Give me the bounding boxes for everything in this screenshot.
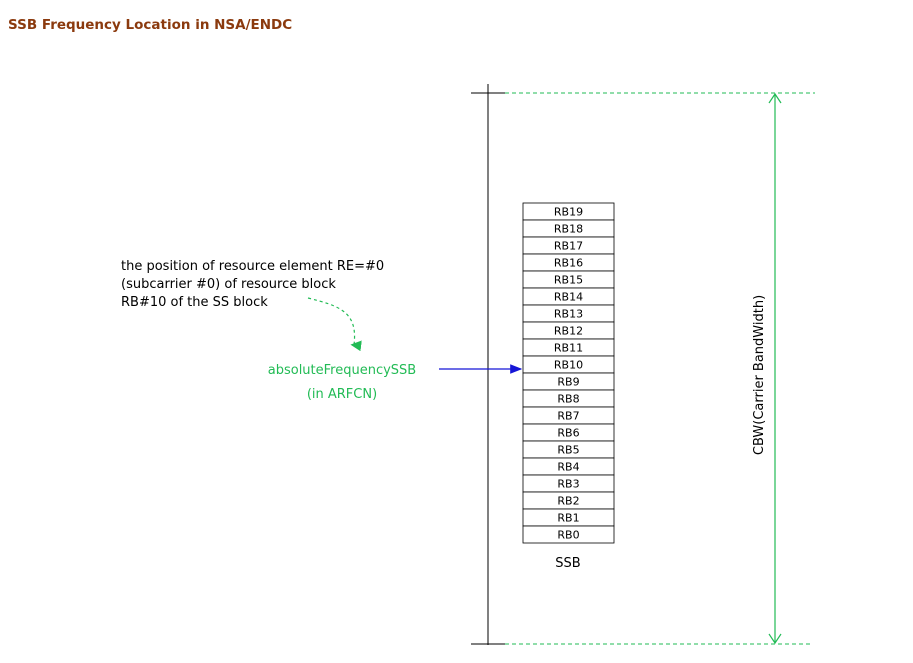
rb-label-rb7: RB7 — [557, 409, 580, 423]
rb-stack — [523, 203, 614, 543]
rb-label-rb10: RB10 — [553, 358, 584, 372]
absolute-frequency-ssb-label: absoluteFrequencySSB — [267, 363, 417, 378]
rb-label-rb17: RB17 — [553, 239, 584, 253]
rb-label-rb15: RB15 — [553, 273, 584, 287]
rb-label-rb9: RB9 — [557, 375, 580, 389]
rb-label-rb5: RB5 — [557, 443, 580, 457]
rb-label-rb4: RB4 — [557, 460, 580, 474]
rb-label-rb1: RB1 — [557, 511, 580, 525]
note-line-3: RB#10 of the SS block — [121, 295, 268, 310]
rb-label-rb3: RB3 — [557, 477, 580, 491]
note-pointer-arrow — [308, 298, 355, 345]
note-line-2: (subcarrier #0) of resource block — [121, 277, 336, 292]
ssb-label: SSB — [555, 556, 581, 571]
rb-label-rb11: RB11 — [553, 341, 584, 355]
rb-label-rb8: RB8 — [557, 392, 580, 406]
page-title: SSB Frequency Location in NSA/ENDC — [8, 17, 293, 33]
rb-label-rb13: RB13 — [553, 307, 584, 321]
rb-label-rb14: RB14 — [553, 290, 584, 304]
arfcn-unit-label: (in ARFCN) — [306, 387, 378, 402]
rb-label-rb18: RB18 — [553, 222, 584, 236]
rb-label-rb2: RB2 — [557, 494, 580, 508]
rb-label-rb19: RB19 — [553, 205, 584, 219]
rb-label-rb6: RB6 — [557, 426, 580, 440]
rb-label-rb0: RB0 — [557, 528, 580, 542]
rb-label-rb16: RB16 — [553, 256, 584, 270]
rb-label-rb12: RB12 — [553, 324, 584, 338]
note-line-1: the position of resource element RE=#0 — [121, 259, 385, 274]
cbw-label: CBW(Carrier BandWidth) — [752, 294, 767, 456]
